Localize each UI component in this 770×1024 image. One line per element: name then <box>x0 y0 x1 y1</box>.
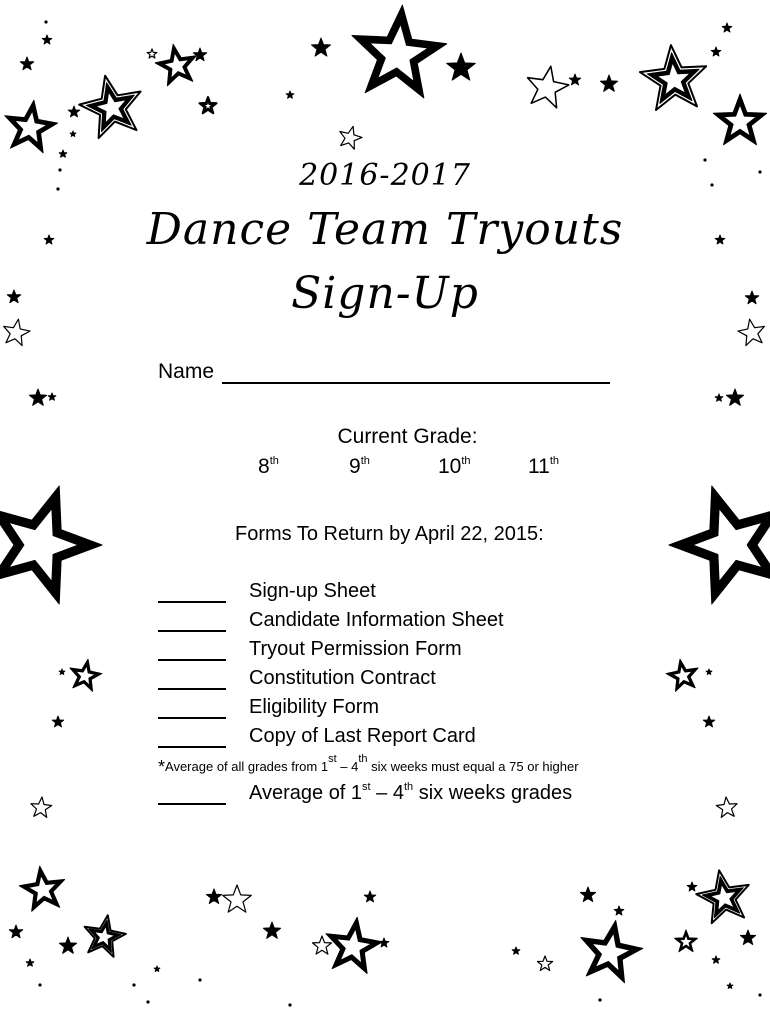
form-item-label: Candidate Information Sheet <box>249 609 504 631</box>
current-grade-label: Current Grade: <box>337 425 478 448</box>
star-icon <box>340 126 362 149</box>
grade-option-8[interactable]: 8th <box>258 455 279 478</box>
form-item-row <box>158 725 476 748</box>
star-icon <box>666 659 698 691</box>
star-icon <box>379 938 389 947</box>
star-icon <box>614 906 624 915</box>
star-icon <box>19 866 64 911</box>
form-item-row <box>158 638 462 661</box>
star-icon <box>640 45 706 110</box>
star-icon <box>0 486 102 604</box>
star-icon <box>447 53 476 80</box>
star-icon <box>512 947 520 954</box>
dot-decoration <box>758 993 761 996</box>
star-icon <box>715 394 723 401</box>
name-label: Name <box>158 360 215 383</box>
form-item-row <box>158 609 504 632</box>
star-icon <box>286 91 294 98</box>
checkoff-blank[interactable] <box>158 728 226 748</box>
checkoff-blank[interactable] <box>158 583 226 603</box>
star-icon <box>5 100 58 152</box>
star-icon <box>669 486 770 604</box>
star-icon <box>59 937 76 953</box>
star-icon <box>687 882 697 891</box>
form-item-row <box>158 580 376 603</box>
star-icon <box>154 966 160 971</box>
forms-heading: Forms To Return by April 22, 2015: <box>235 523 544 545</box>
star-icon <box>48 393 56 400</box>
star-icon <box>199 97 216 113</box>
star-icon <box>59 669 65 674</box>
form-item-label: Tryout Permission Form <box>249 638 462 660</box>
star-icon <box>70 659 102 691</box>
star-icon <box>223 885 252 912</box>
school-year: 2016-2017 <box>299 158 471 193</box>
star-icon <box>600 75 617 91</box>
star-icon <box>263 922 280 938</box>
star-icon <box>147 49 157 58</box>
checkoff-blank[interactable] <box>158 670 226 690</box>
dot-decoration <box>132 983 135 986</box>
star-icon <box>68 106 79 117</box>
star-icon <box>59 150 67 157</box>
star-icon <box>696 870 748 923</box>
star-icon <box>70 131 76 136</box>
page-title: Dance Team Tryouts <box>146 204 624 255</box>
star-icon <box>537 956 552 971</box>
star-icon <box>85 915 126 957</box>
star-icon <box>580 887 595 902</box>
dot-decoration <box>288 1003 291 1006</box>
star-icon <box>711 47 721 56</box>
star-icon <box>722 23 732 32</box>
dot-decoration <box>598 998 601 1001</box>
checkoff-blank[interactable] <box>158 699 226 719</box>
star-icon <box>569 74 580 85</box>
star-icon <box>29 389 46 405</box>
star-icon <box>703 716 714 727</box>
page-subtitle: Sign-Up <box>291 268 479 319</box>
star-icon <box>727 983 733 988</box>
form-item-label: Copy of Last Report Card <box>249 725 476 747</box>
dot-decoration <box>38 983 41 986</box>
star-icon <box>312 38 331 56</box>
form-item-row <box>158 696 379 719</box>
star-icon <box>675 930 698 952</box>
average-blank[interactable] <box>158 785 226 805</box>
star-icon <box>352 5 447 98</box>
star-icon <box>193 48 206 61</box>
star-icon <box>712 956 720 963</box>
star-icon <box>716 797 737 817</box>
form-item-label: Constitution Contract <box>249 667 436 689</box>
star-icon <box>738 319 764 345</box>
star-icon <box>52 716 63 727</box>
star-icon <box>9 925 22 938</box>
star-icon <box>31 797 52 817</box>
form-item-row <box>158 667 436 690</box>
name-field-row <box>158 360 610 384</box>
star-icon <box>726 389 743 405</box>
dot-decoration <box>198 978 201 981</box>
star-icon <box>581 921 643 983</box>
star-icon <box>740 930 755 945</box>
star-icon <box>4 319 30 345</box>
grade-option-9[interactable]: 9th <box>349 455 370 478</box>
grade-option-10[interactable]: 10th <box>438 455 471 478</box>
star-icon <box>326 917 383 973</box>
average-label: Average of 1st – 4th six weeks grades <box>249 781 573 804</box>
star-icon <box>42 35 52 44</box>
star-icon <box>20 57 33 70</box>
form-item-label: Eligibility Form <box>249 696 380 718</box>
checkoff-blank[interactable] <box>158 641 226 661</box>
grade-requirement-note: *Average of all grades from 1st – 4th six weeks must equal a 75 or higher <box>158 753 579 777</box>
star-icon <box>713 94 766 145</box>
checkoff-blank[interactable] <box>158 612 226 632</box>
average-grade-row <box>158 782 572 805</box>
star-icon <box>313 936 332 954</box>
star-icon <box>155 44 196 86</box>
grade-option-11[interactable]: 11th <box>528 455 559 478</box>
star-icon <box>26 959 34 966</box>
star-icon <box>364 891 375 902</box>
star-icon <box>79 76 140 138</box>
dot-decoration <box>146 1000 149 1003</box>
dot-decoration <box>44 20 47 23</box>
star-icon <box>206 889 221 904</box>
form-item-label: Sign-up Sheet <box>249 580 376 602</box>
star-icon <box>706 669 712 674</box>
name-blank-line[interactable] <box>222 360 610 384</box>
star-icon <box>528 66 569 108</box>
